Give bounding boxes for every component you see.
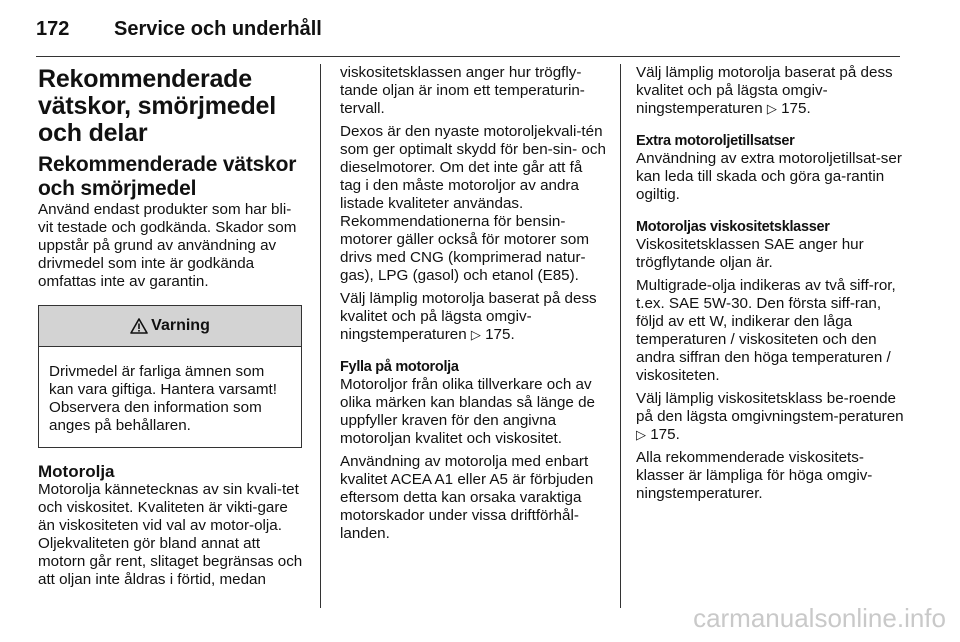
- running-title: Service och underhåll: [114, 18, 322, 40]
- motorolja-paragraph: Motorolja kännetecknas av sin kvali-tet och viskositet. Kvaliteten är vikti-gare än viskositeten vid val av motor-olja. Oljekvaliteten gör bland annat att motorn går rent, slitaget begränsas och att oljan inte åldras i förtid, medan: [38, 481, 303, 588]
- column-divider-1: [320, 64, 321, 608]
- choose-oil-paragraph-2: [636, 64, 904, 118]
- page-ref-arrow-icon: ▷: [766, 101, 777, 116]
- extra-additives-heading: Extra motoroljetillsatser: [636, 133, 795, 149]
- warning-header: [39, 306, 301, 347]
- viscosity-paragraph: viskositetsklassen anger hur trögfly-tande oljan är inom ett temperaturin-tervall.: [340, 64, 585, 117]
- choose-oil-paragraph: [340, 290, 606, 344]
- watermark: carmanualsonline.info: [693, 603, 946, 633]
- fylla-paragraph-2: Användning av motorolja med enbart kvalitet ACEA A1 eller A5 är förbjuden eftersom detta kan orsaka varaktiga motorskador under vissa driftförhål-landen.: [340, 453, 594, 542]
- column-3: [636, 64, 904, 503]
- extra-additives-paragraph: Användning av extra motoroljetillsat-ser kan leda till skada och göra ga-rantin ogiltig.: [636, 150, 902, 203]
- chapter-title: Rekommenderade vätskor, smörjmedel och delar: [38, 65, 276, 147]
- fylla-heading: Fylla på motorolja: [340, 359, 459, 375]
- viscosity-choose-ref: 175.: [650, 426, 680, 443]
- header-rule: [36, 56, 900, 57]
- intro-paragraph: Använd endast produkter som har bli-vit testade och godkända. Skador som uppstår på grund av användning av drivmedel som inte är godkända omfattas inte av garantin.: [38, 201, 297, 290]
- column-1: [38, 66, 304, 589]
- page-header: [36, 18, 322, 41]
- page-ref-arrow-icon: ▷: [470, 327, 481, 342]
- choose-oil-text-2: Välj lämplig motorolja baserat på dess kvalitet och på lägsta omgiv-ningstemperaturen: [636, 64, 893, 117]
- choose-oil-ref: 175.: [485, 326, 515, 343]
- page-number: 172: [36, 18, 70, 40]
- warning-title: Varning: [151, 317, 210, 334]
- motorolja-heading: Motorolja: [38, 462, 115, 481]
- fylla-paragraph-1: Motoroljor från olika tillverkare och av olika märken kan blandas så länge de uppfyller kraven för den angivna motoroljan kvalitet och viskositet.: [340, 376, 595, 447]
- section-title: Rekommenderade vätskor och smörjmedel: [38, 153, 297, 200]
- column-2: [340, 64, 606, 543]
- viscosity-classes-paragraph-4: Alla rekommenderade viskositets-klasser är lämpliga för höga omgiv-ningstemperaturer.: [636, 449, 873, 502]
- viscosity-classes-heading: Motoroljas viskositetsklasser: [636, 219, 830, 235]
- warning-box: [38, 305, 302, 448]
- viscosity-classes-paragraph-2: Multigrade-olja indikeras av två siff-ror, t.ex. SAE 5W-30. Den första siff-ran, följd av ett W, indikerar den låga temperaturen / viskositeten och den andra siffran den höga temperaturen / viskositeten.: [636, 277, 896, 384]
- viscosity-choose-text: Välj lämplig viskositetsklass be-roende på den lägsta omgivningstem-peraturen: [636, 390, 904, 425]
- warning-triangle-icon: [130, 318, 148, 334]
- viscosity-classes-paragraph-1: Viskositetsklassen SAE anger hur trögflytande oljan är.: [636, 236, 864, 271]
- column-divider-2: [620, 64, 621, 608]
- warning-body: Drivmedel är farliga ämnen som kan vara giftiga. Hantera varsamt! Observera den information som anges på behållaren.: [49, 363, 277, 434]
- choose-oil-text: Välj lämplig motorolja baserat på dess kvalitet och på lägsta omgiv-ningstemperaturen: [340, 290, 597, 343]
- viscosity-classes-paragraph-3: [636, 390, 904, 444]
- choose-oil-ref-2: 175.: [781, 100, 811, 117]
- page-ref-arrow-icon: ▷: [636, 427, 646, 442]
- dexos-paragraph: Dexos är den nyaste motoroljekvali-tén som ger optimalt skydd för ben-sin- och dieselmotorer. Om det inte går att få tag i den måste motoroljor av andra listade kvaliteter användas. Rekommendationerna för bensin-motorer gäller också för motorer som drivs med CNG (komprimerad natur-gas), LPG (gasol) och etanol (E85).: [340, 123, 606, 284]
